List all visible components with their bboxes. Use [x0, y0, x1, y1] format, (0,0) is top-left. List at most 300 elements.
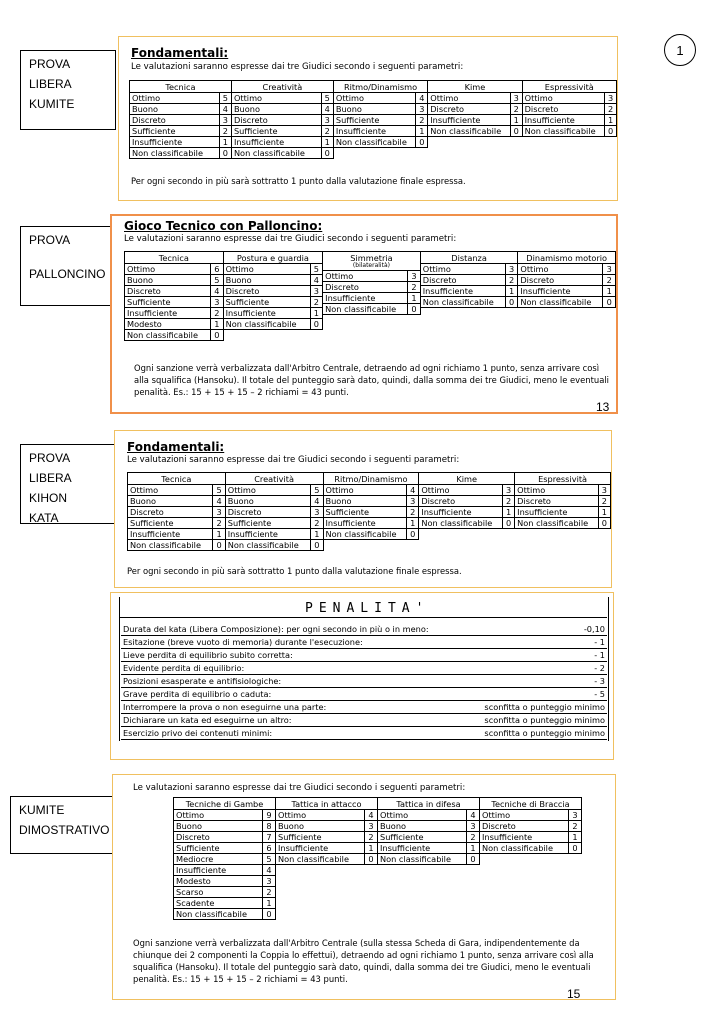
grade-label: Discreto	[128, 507, 213, 518]
grade-label: Non classificabile	[130, 148, 220, 159]
score-column	[127, 472, 226, 551]
grade-points: 3	[263, 876, 276, 887]
grade-points: 4	[311, 496, 323, 507]
grade-points: 1	[416, 126, 428, 137]
table-row	[419, 507, 515, 518]
section-intro: Le valutazioni saranno espresse dai tre Giudici secondo i seguenti parametri:	[133, 783, 466, 793]
column-header: Tecnica	[128, 473, 226, 485]
grade-points: 4	[407, 485, 419, 496]
grade-points: 0	[605, 126, 617, 137]
grade-label: Buono	[174, 821, 263, 832]
score-column	[420, 251, 519, 308]
column-header: Tecniche di Braccia	[480, 798, 582, 810]
grade-points: 2	[311, 518, 323, 529]
grade-points: 0	[408, 304, 421, 315]
score-column	[231, 80, 334, 159]
table-row	[125, 319, 224, 330]
grade-points: 2	[213, 518, 225, 529]
score-column	[418, 472, 515, 529]
grade-points: 3	[467, 821, 480, 832]
penalita-rule	[119, 617, 607, 618]
table-row	[333, 137, 427, 148]
grade-points: 3	[211, 297, 224, 308]
grade-label: Discreto	[174, 832, 263, 843]
column-header: Dinamismo motorio	[518, 252, 616, 264]
grade-points: 1	[365, 843, 378, 854]
grade-points: 6	[263, 843, 276, 854]
grade-label: Insufficiente	[128, 529, 213, 540]
table-row	[276, 810, 378, 821]
score-column	[522, 80, 617, 137]
grade-points: 1	[603, 286, 616, 297]
grade-label: Ottimo	[276, 810, 365, 821]
table-row	[225, 507, 323, 518]
grade-label: Insufficiente	[231, 137, 321, 148]
score-column	[323, 472, 420, 540]
grade-label: Buono	[130, 104, 220, 115]
grade-label: Insufficiente	[276, 843, 365, 854]
table-row	[174, 832, 276, 843]
penalty-value: - 1	[468, 636, 607, 649]
grade-label: Discreto	[419, 496, 503, 507]
grade-label: Discreto	[231, 115, 321, 126]
table-row	[125, 308, 224, 319]
penalty-description: Dichiarare un kata ed eseguirne un altro:	[121, 714, 468, 727]
table-row	[231, 93, 333, 104]
grade-label: Sufficiente	[333, 115, 416, 126]
grade-points: 5	[311, 485, 323, 496]
grade-label: Discreto	[323, 282, 408, 293]
grade-label: Non classificabile	[518, 297, 603, 308]
table-row	[128, 496, 226, 507]
panel-fondamentali-kumite	[118, 36, 618, 201]
grade-points: 4	[263, 865, 276, 876]
grade-label: Non classificabile	[480, 843, 569, 854]
column-header: Kime	[419, 473, 515, 485]
table-row	[378, 810, 480, 821]
table-row	[518, 264, 616, 275]
table-row	[522, 104, 616, 115]
grade-label: Sufficiente	[223, 297, 310, 308]
table-row	[223, 308, 323, 319]
grade-label: Ottimo	[125, 264, 211, 275]
grade-label: Insufficiente	[130, 137, 220, 148]
panel-kumite-dimostrativo	[112, 774, 616, 1000]
page-marker: 1	[664, 34, 696, 66]
table-row	[223, 319, 323, 330]
grade-label: Ottimo	[323, 485, 407, 496]
table-row	[522, 93, 616, 104]
table-row	[174, 865, 276, 876]
column-header	[323, 252, 421, 271]
penalty-description: Lieve perdita di equilibrio subito corretta:	[121, 649, 468, 662]
grade-label: Modesto	[174, 876, 263, 887]
penalty-row	[121, 623, 607, 636]
grade-label: Ottimo	[128, 485, 213, 496]
grade-points: 2	[219, 126, 231, 137]
penalty-row	[121, 714, 607, 727]
grade-label: Ottimo	[428, 93, 511, 104]
grade-points: 6	[211, 264, 224, 275]
grade-label: Non classificabile	[419, 518, 503, 529]
table-row	[515, 507, 611, 518]
table-row	[480, 810, 582, 821]
grade-points: 2	[467, 832, 480, 843]
penalty-row	[121, 675, 607, 688]
grade-points: 1	[505, 286, 518, 297]
grade-label: Discreto	[125, 286, 211, 297]
grade-points: 5	[321, 93, 333, 104]
penalty-value: - 3	[468, 675, 607, 688]
table-row	[128, 529, 226, 540]
column-header-title: Simmetria	[350, 253, 393, 263]
grade-label: Ottimo	[518, 264, 603, 275]
table-row	[420, 264, 518, 275]
table-row	[174, 898, 276, 909]
grade-points: 2	[263, 887, 276, 898]
score-column	[275, 797, 378, 865]
section-heading: Fondamentali:	[131, 46, 229, 60]
score-column	[479, 797, 582, 854]
table-row	[128, 485, 226, 496]
grade-label: Buono	[125, 275, 211, 286]
section-intro: Le valutazioni saranno espresse dai tre Giudici secondo i seguenti parametri:	[131, 62, 464, 72]
grade-label: Insufficiente	[174, 865, 263, 876]
grade-label: Ottimo	[323, 271, 408, 282]
table-row	[130, 115, 232, 126]
grade-points: 3	[569, 810, 582, 821]
grade-points: 3	[311, 507, 323, 518]
table-row	[223, 297, 323, 308]
grade-label: Ottimo	[231, 93, 321, 104]
grade-points: 0	[211, 330, 224, 341]
column-header-subtitle: (bilateralità)	[352, 262, 390, 269]
table-row	[276, 832, 378, 843]
table-row	[518, 275, 616, 286]
table-row	[174, 887, 276, 898]
score-column	[173, 797, 276, 920]
penalty-row	[121, 636, 607, 649]
score-column	[129, 80, 232, 159]
grade-label: Insufficiente	[480, 832, 569, 843]
score-table	[124, 251, 616, 341]
panel-gioco-palloncino	[110, 214, 618, 414]
table-row	[323, 282, 421, 293]
grade-points: 1	[408, 293, 421, 304]
grade-label: Insufficiente	[522, 115, 605, 126]
grade-points: 2	[605, 104, 617, 115]
penalty-value: sconfitta o punteggio minimo	[468, 714, 607, 727]
table-row	[323, 496, 419, 507]
grade-points: 0	[603, 297, 616, 308]
grade-label: Non classificabile	[223, 319, 310, 330]
grade-label: Discreto	[518, 275, 603, 286]
grade-label: Buono	[231, 104, 321, 115]
grade-points: 3	[416, 104, 428, 115]
grade-label: Discreto	[515, 496, 599, 507]
label-line: KATA	[29, 511, 59, 525]
score-column	[427, 80, 522, 137]
score-table	[173, 797, 582, 920]
grade-points: 1	[467, 843, 480, 854]
grade-label: Ottimo	[480, 810, 569, 821]
score-table	[127, 472, 611, 551]
grade-label: Ottimo	[223, 264, 310, 275]
table-row	[223, 264, 323, 275]
grade-label: Ottimo	[333, 93, 416, 104]
penalty-description: Esercizio privo dei contenuti minimi:	[121, 727, 468, 740]
table-row	[518, 297, 616, 308]
grade-points: 0	[365, 854, 378, 865]
penalty-row	[121, 662, 607, 675]
grade-points: 1	[407, 518, 419, 529]
section-intro: Le valutazioni saranno espresse dai tre Giudici secondo i seguenti parametri:	[127, 455, 460, 465]
grade-points: 4	[310, 275, 323, 286]
grade-label: Insufficiente	[223, 308, 310, 319]
table-row	[428, 126, 522, 137]
table-row	[420, 286, 518, 297]
penalita-title: PENALITA'	[305, 601, 430, 616]
table-row	[333, 104, 427, 115]
penalty-value: - 5	[468, 688, 607, 701]
table-row	[174, 876, 276, 887]
grade-points: 1	[510, 115, 522, 126]
grade-points: 2	[407, 507, 419, 518]
grade-label: Ottimo	[420, 264, 505, 275]
penalita-table	[121, 623, 607, 740]
table-row	[130, 137, 232, 148]
grade-label: Buono	[128, 496, 213, 507]
grade-points: 2	[365, 832, 378, 843]
label-kumite-dimostrativo	[10, 796, 120, 854]
grade-label: Sufficiente	[130, 126, 220, 137]
grade-points: 1	[502, 507, 514, 518]
column-header: Ritmo/Dinamismo	[323, 473, 419, 485]
page-number: 15	[567, 987, 581, 1001]
column-header: Distanza	[420, 252, 518, 264]
penalty-description: Durata del kata (Libera Composizione): per ogni secondo in più o in meno:	[121, 623, 468, 636]
grade-points: 3	[219, 115, 231, 126]
grade-points: 0	[598, 518, 610, 529]
grade-label: Sufficiente	[231, 126, 321, 137]
grade-label: Buono	[333, 104, 416, 115]
section-note: Per ogni secondo in più sarà sottratto 1 punto dalla valutazione finale espressa.	[127, 566, 462, 576]
grade-label: Discreto	[480, 821, 569, 832]
label-line: PROVA	[29, 57, 71, 71]
table-row	[231, 126, 333, 137]
grade-points: 5	[211, 275, 224, 286]
table-row	[378, 832, 480, 843]
table-row	[480, 843, 582, 854]
table-row	[128, 518, 226, 529]
grade-points: 2	[510, 104, 522, 115]
table-row	[378, 843, 480, 854]
grade-points: 5	[213, 485, 225, 496]
table-row	[128, 507, 226, 518]
grade-label: Insufficiente	[518, 286, 603, 297]
grade-label: Non classificabile	[515, 518, 599, 529]
table-row	[428, 104, 522, 115]
table-row	[174, 909, 276, 920]
column-header: Creatività	[231, 81, 333, 93]
grade-label: Non classificabile	[174, 909, 263, 920]
grade-points: 2	[505, 275, 518, 286]
score-column	[124, 251, 224, 341]
penalty-row	[121, 649, 607, 662]
grade-label: Buono	[276, 821, 365, 832]
column-header: Postura e guardia	[223, 252, 323, 264]
penalty-value: -0,10	[468, 623, 607, 636]
table-row	[276, 821, 378, 832]
table-row	[225, 496, 323, 507]
score-column	[225, 472, 324, 551]
grade-label: Sufficiente	[128, 518, 213, 529]
grade-label: Sufficiente	[225, 518, 310, 529]
penalty-row	[121, 701, 607, 714]
grade-points: 0	[310, 319, 323, 330]
penalty-description: Posizioni esasperate e antifisiologiche:	[121, 675, 468, 688]
table-row	[333, 93, 427, 104]
section-note: Ogni sanzione verrà verbalizzata dall'Arbitro Centrale (sulla stessa Scheda di Gara, indipendentemente da chiunque dei 2 componenti la Coppia lo effettui), detraendo ad ogni richiamo 1 punto, senza arrivare così alla squalifica (Hansoku). Il totale del punteggio sarà dato, quindi, dalla somma dei tre Giudici, meno le eventuali penalità. Es.: 15 + 15 + 15 – 2 richiami = 43 punti.	[133, 938, 594, 984]
table-row	[225, 529, 323, 540]
grade-label: Insufficiente	[515, 507, 599, 518]
table-row	[323, 293, 421, 304]
grade-points: 3	[213, 507, 225, 518]
grade-label: Non classificabile	[378, 854, 467, 865]
grade-label: Scadente	[174, 898, 263, 909]
grade-points: 5	[219, 93, 231, 104]
penalty-value: - 1	[468, 649, 607, 662]
penalty-description: Evidente perdita di equilibrio:	[121, 662, 468, 675]
grade-points: 0	[510, 126, 522, 137]
grade-label: Non classificabile	[323, 529, 407, 540]
label-line: DIMOSTRATIVO	[19, 823, 110, 837]
grade-label: Insufficiente	[419, 507, 503, 518]
penalty-row	[121, 727, 607, 740]
grade-label: Ottimo	[225, 485, 310, 496]
table-row	[323, 304, 421, 315]
grade-points: 3	[605, 93, 617, 104]
grade-points: 9	[263, 810, 276, 821]
grade-label: Discreto	[223, 286, 310, 297]
penalty-value: sconfitta o punteggio minimo	[468, 701, 607, 714]
table-row	[130, 93, 232, 104]
table-row	[225, 540, 323, 551]
grade-points: 1	[569, 832, 582, 843]
grade-label: Sufficiente	[174, 843, 263, 854]
penalty-description: Interrompere la prova o non eseguirne una parte:	[121, 701, 468, 714]
grade-points: 2	[502, 496, 514, 507]
section-heading: Fondamentali:	[127, 440, 225, 454]
grade-points: 2	[310, 297, 323, 308]
grade-points: 0	[213, 540, 225, 551]
page-number: 13	[596, 400, 610, 414]
grade-label: Buono	[378, 821, 467, 832]
column-header: Kime	[428, 81, 522, 93]
grade-label: Insufficiente	[428, 115, 511, 126]
score-column	[517, 251, 616, 308]
grade-points: 1	[219, 137, 231, 148]
grade-label: Non classificabile	[231, 148, 321, 159]
grade-points: 2	[598, 496, 610, 507]
grade-label: Insufficiente	[333, 126, 416, 137]
table-row	[515, 518, 611, 529]
grade-points: 4	[416, 93, 428, 104]
table-row	[130, 126, 232, 137]
table-row	[419, 496, 515, 507]
table-row	[420, 275, 518, 286]
grade-label: Sufficiente	[125, 297, 211, 308]
grade-points: 3	[407, 496, 419, 507]
grade-label: Non classificabile	[323, 304, 408, 315]
label-line: PROVA	[29, 233, 71, 247]
grade-label: Insufficiente	[125, 308, 211, 319]
column-header: Tattica in difesa	[378, 798, 480, 810]
label-line: KUMITE	[29, 97, 75, 111]
grade-label: Non classificabile	[428, 126, 511, 137]
table-row	[333, 126, 427, 137]
grade-label: Discreto	[428, 104, 511, 115]
grade-points: 2	[321, 126, 333, 137]
grade-points: 4	[321, 104, 333, 115]
table-row	[231, 137, 333, 148]
table-row	[276, 854, 378, 865]
grade-label: Ottimo	[515, 485, 599, 496]
grade-points: 3	[510, 93, 522, 104]
grade-points: 0	[505, 297, 518, 308]
penalty-value: sconfitta o punteggio minimo	[468, 727, 607, 740]
grade-points: 3	[321, 115, 333, 126]
penalty-value: - 2	[468, 662, 607, 675]
grade-points: 0	[502, 518, 514, 529]
table-row	[333, 115, 427, 126]
grade-label: Mediocre	[174, 854, 263, 865]
grade-points: 0	[416, 137, 428, 148]
table-row	[428, 93, 522, 104]
table-row	[378, 821, 480, 832]
table-row	[419, 485, 515, 496]
grade-label: Sufficiente	[378, 832, 467, 843]
label-line: PROVA	[29, 451, 71, 465]
table-row	[231, 148, 333, 159]
table-row	[128, 540, 226, 551]
column-header: Tecnica	[125, 252, 224, 264]
grade-label: Insufficiente	[420, 286, 505, 297]
score-table	[129, 80, 617, 159]
table-row	[522, 115, 616, 126]
grade-points: 5	[263, 854, 276, 865]
table-row	[515, 485, 611, 496]
table-row	[378, 854, 480, 865]
label-prova-libera-kumite	[20, 50, 116, 130]
table-row	[174, 821, 276, 832]
grade-points: 2	[569, 821, 582, 832]
table-row	[522, 126, 616, 137]
table-row	[174, 810, 276, 821]
grade-label: Non classificabile	[128, 540, 213, 551]
table-row	[125, 297, 224, 308]
grade-label: Sufficiente	[276, 832, 365, 843]
table-row	[420, 297, 518, 308]
table-row	[130, 148, 232, 159]
grade-points: 4	[219, 104, 231, 115]
table-row	[419, 518, 515, 529]
grade-label: Discreto	[522, 104, 605, 115]
score-column	[514, 472, 611, 529]
grade-label: Modesto	[125, 319, 211, 330]
table-row	[231, 104, 333, 115]
grade-label: Buono	[323, 496, 407, 507]
